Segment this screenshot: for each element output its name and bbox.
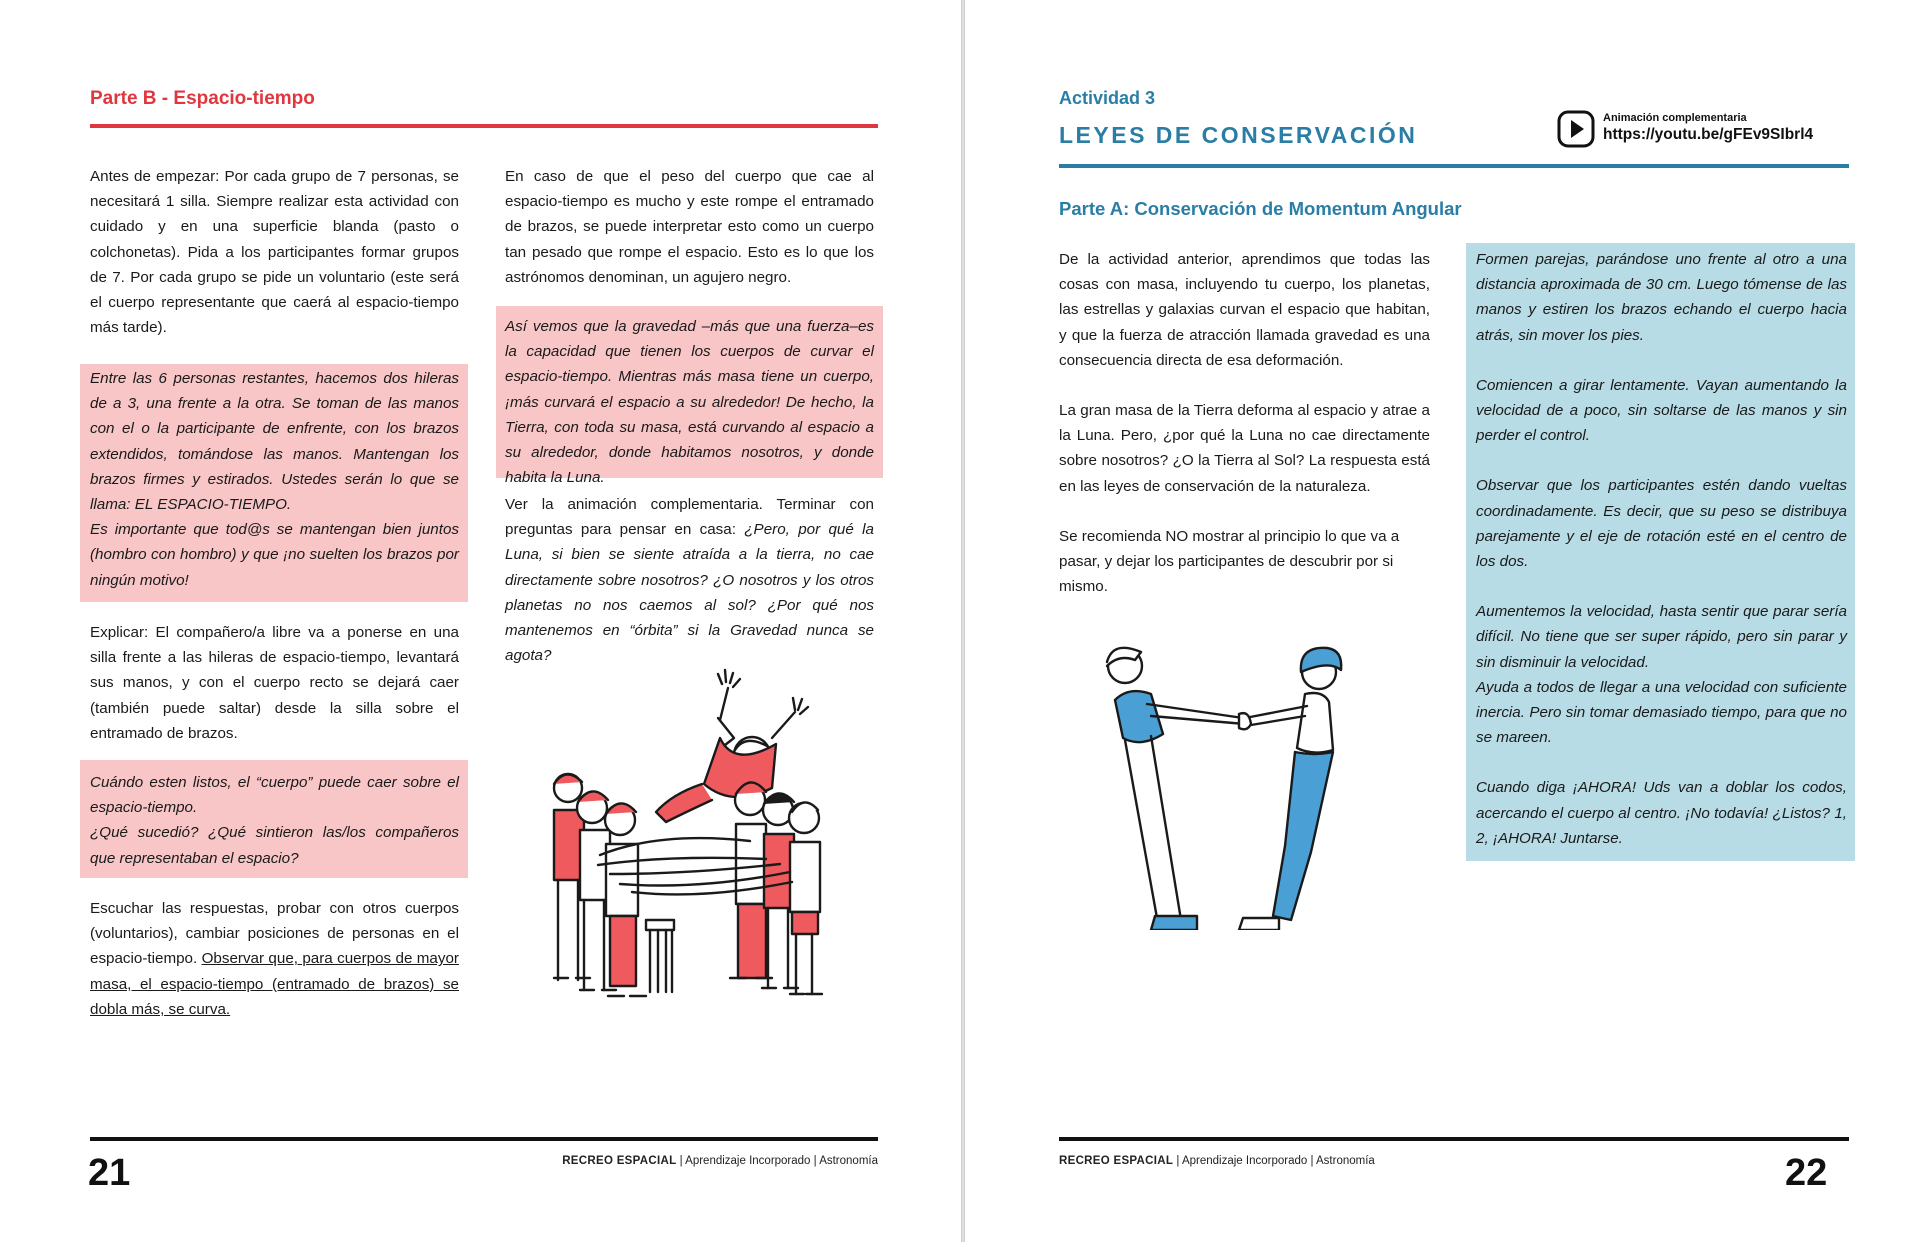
hileras-text: Entre las 6 personas restantes, hacemos dos hileras de a 3, una frente a la otra. Se toman de las manos con el o la participante de enfrente, con los brazos extendidos, tomándose las manos. Mantengan los brazos firmes y estirados. Ustedes serán lo que se llama: EL ESPACIO-TIEMPO. — [90, 370, 459, 514]
gran-masa-paragraph: La gran masa de la Tierra deforma al espacio y atrae a la Luna. Pero, ¿por qué la Luna no cae directamente sobre nosotros? ¿O la Tierra al Sol? La respuesta está en las leyes de conservación de la naturaleza. — [1059, 402, 1430, 495]
blue-box-text — [1476, 247, 1847, 851]
pink-box-cuerpo-text — [90, 770, 459, 871]
agujero-negro-paragraph: En caso de que el peso del cuerpo que cae al espacio-tiempo es mucho y este rompe el entramado de brazos, se puede interpretar esto como un cuerpo tan pesado que rompe el espacio. Esto es lo que los astrónomos denominan, un agujero negro. — [505, 168, 874, 286]
footer-rest-left: | Aprendizaje Incorporado | Astronomía — [676, 1155, 878, 1167]
cuerpo-caer-text: Cuándo esten listos, el “cuerpo” puede caer sobre el espacio-tiempo. — [90, 774, 459, 817]
intro-paragraph: Antes de empezar: Por cada grupo de 7 personas, se necesitará 1 silla. Siempre realizar esta actividad con cuidado y en una superficie blanda (pasto o colchonetas). Pida a los participantes formar grupos de 7. Por cada grupo se pide un voluntario (este será el cuerpo representante que caerá al espacio-tiempo más tarde). — [90, 168, 459, 337]
actividad-anterior-paragraph: De la actividad anterior, aprendimos que todas las cosas con masa, incluyendo tu cuerpo, los planetas, las estrellas y galaxias curvan el espacio que habitan, y que la fuerza de atracción llamada gravedad es una consecuencia directa de esa deformación. — [1059, 251, 1430, 369]
animation-url[interactable]: https://youtu.be/gFEv9SIbrl4 — [1603, 126, 1814, 143]
left-col-2 — [505, 164, 874, 290]
pink-box-gravedad-text — [505, 314, 874, 490]
recomendacion-paragraph: Se recomienda NO mostrar al principio lo que va a pasar, y dejar los participantes de descubrir por si mismo. — [1059, 527, 1400, 596]
animacion-text: Ver la animación complementaria. Terminar con preguntas para pensar en casa: — [505, 496, 874, 539]
title-underline — [1059, 164, 1849, 168]
illustration-espacio-tiempo — [540, 660, 850, 1030]
aumentemos-velocidad-text: Aumentemos la velocidad, hasta sentir que parar sería difícil. No tiene que ser super rápido, pero sin parar y sin disminuir la velocidad. — [1476, 603, 1847, 671]
left-col-2-bottom — [505, 492, 874, 668]
play-icon[interactable] — [1557, 110, 1595, 148]
ayuda-text: Ayuda a todos de llegar a una velocidad con suficiente inercia. Pero sin tomar demasiado tiempo, para que no se mareen. — [1476, 678, 1847, 747]
footer-rule-right — [1059, 1137, 1849, 1141]
footer-brand-left: RECREO ESPACIAL — [562, 1155, 677, 1167]
page-number-right: 22 — [1785, 1152, 1828, 1194]
escuchar-paragraph — [90, 896, 459, 1022]
left-col-1-bottom — [90, 896, 459, 1022]
pink-box-hileras-text — [90, 366, 459, 593]
left-col-1 — [90, 164, 459, 340]
preguntas-text: ¿Pero, por qué la Luna, si bien se siente atraída a la tierra, no cae directamente sobre nosotros? ¿O nosotros y los otros planetas no nos caemos al sol? ¿Por qué nos mantenemos en “órbita” si la Gravedad nunca se agota? — [505, 521, 874, 665]
footer-brand-right: RECREO ESPACIAL — [1059, 1155, 1174, 1167]
animation-label: Animación complementaria — [1603, 112, 1747, 124]
right-col-1 — [1059, 247, 1430, 599]
footer-text-right — [1059, 1155, 1375, 1167]
gravedad-text: Así vemos que la gravedad –más que una fuerza–es la capacidad que tienen los cuerpos de curvar el espacio-tiempo. Mientras más masa tiene un cuerpo, ¡más curvará el espacio a su alrededor! De hecho, la Tierra, con toda su masa, está curvando al espacio a su alrededor, donde habitamos nosotros, y donde habita la Luna. — [505, 318, 874, 487]
animacion-paragraph — [505, 492, 874, 668]
activity-title: LEYES DE CONSERVACIÓN — [1059, 122, 1418, 148]
footer-text-left — [530, 1155, 878, 1167]
right-page — [965, 0, 1920, 1242]
observar-participantes-text: Observar que los participantes estén dando vueltas coordinadamente. Es decir, que su peso se distribuya parejamente y el eje de rotación esté en el centro de los dos. — [1476, 477, 1847, 571]
activity-label: Actividad 3 — [1059, 88, 1156, 108]
footer-rest-right: | Aprendizaje Incorporado | Astronomía — [1173, 1155, 1375, 1167]
left-col-1-middle — [90, 620, 459, 746]
illustration-parejas-girando — [1095, 630, 1365, 930]
section-title-parte-b: Parte B - Espacio-tiempo — [90, 88, 315, 109]
comiencen-girar-text: Comiencen a girar lentamente. Vayan aumentando la velocidad de a poco, sin soltarse de las manos y sin perder el control. — [1476, 376, 1847, 445]
cuando-diga-text: Cuando diga ¡AHORA! Uds van a doblar los codos, acercando el cuerpo al centro. ¡No todavía! ¿Listos? 1, 2, ¡AHORA! Juntarse. — [1476, 779, 1847, 847]
section-title-parte-a: Parte A: Conservación de Momentum Angular — [1059, 198, 1462, 219]
hileras-warning-text: Es importante que tod@s se mantengan bien juntos (hombro con hombro) y que ¡no suelten los brazos por ningún motivo! — [90, 521, 459, 589]
observar-underlined-text: Observar que, para cuerpos de mayor masa, el espacio-tiempo (entramado de brazos) se dobla más, se curva. — [90, 950, 459, 1018]
animation-link[interactable] — [1557, 108, 1817, 150]
section-title-underline — [90, 124, 878, 128]
footer-rule-left — [90, 1137, 878, 1141]
explicar-paragraph: Explicar: El compañero/a libre va a ponerse en una silla frente a las hileras de espacio-tiempo, levantará sus manos, y con el cuerpo recto se dejará caer (también puede saltar) desde la silla sobre el entramado de brazos. — [90, 624, 459, 742]
formen-parejas-text: Formen parejas, parándose uno frente al otro a una distancia aproximada de 30 cm. Luego tómense de las manos y estiren los brazos echando el cuerpo hacia atrás, sin mover los pies. — [1476, 251, 1847, 344]
escuchar-text: Escuchar las respuestas, probar con otros cuerpos (voluntarios), cambiar posiciones de personas en el espacio-tiempo. — [90, 900, 459, 968]
page-number-left: 21 — [88, 1152, 131, 1194]
que-sucedio-text: ¿Qué sucedió? ¿Qué sintieron las/los compañeros que representaban el espacio? — [90, 824, 459, 867]
